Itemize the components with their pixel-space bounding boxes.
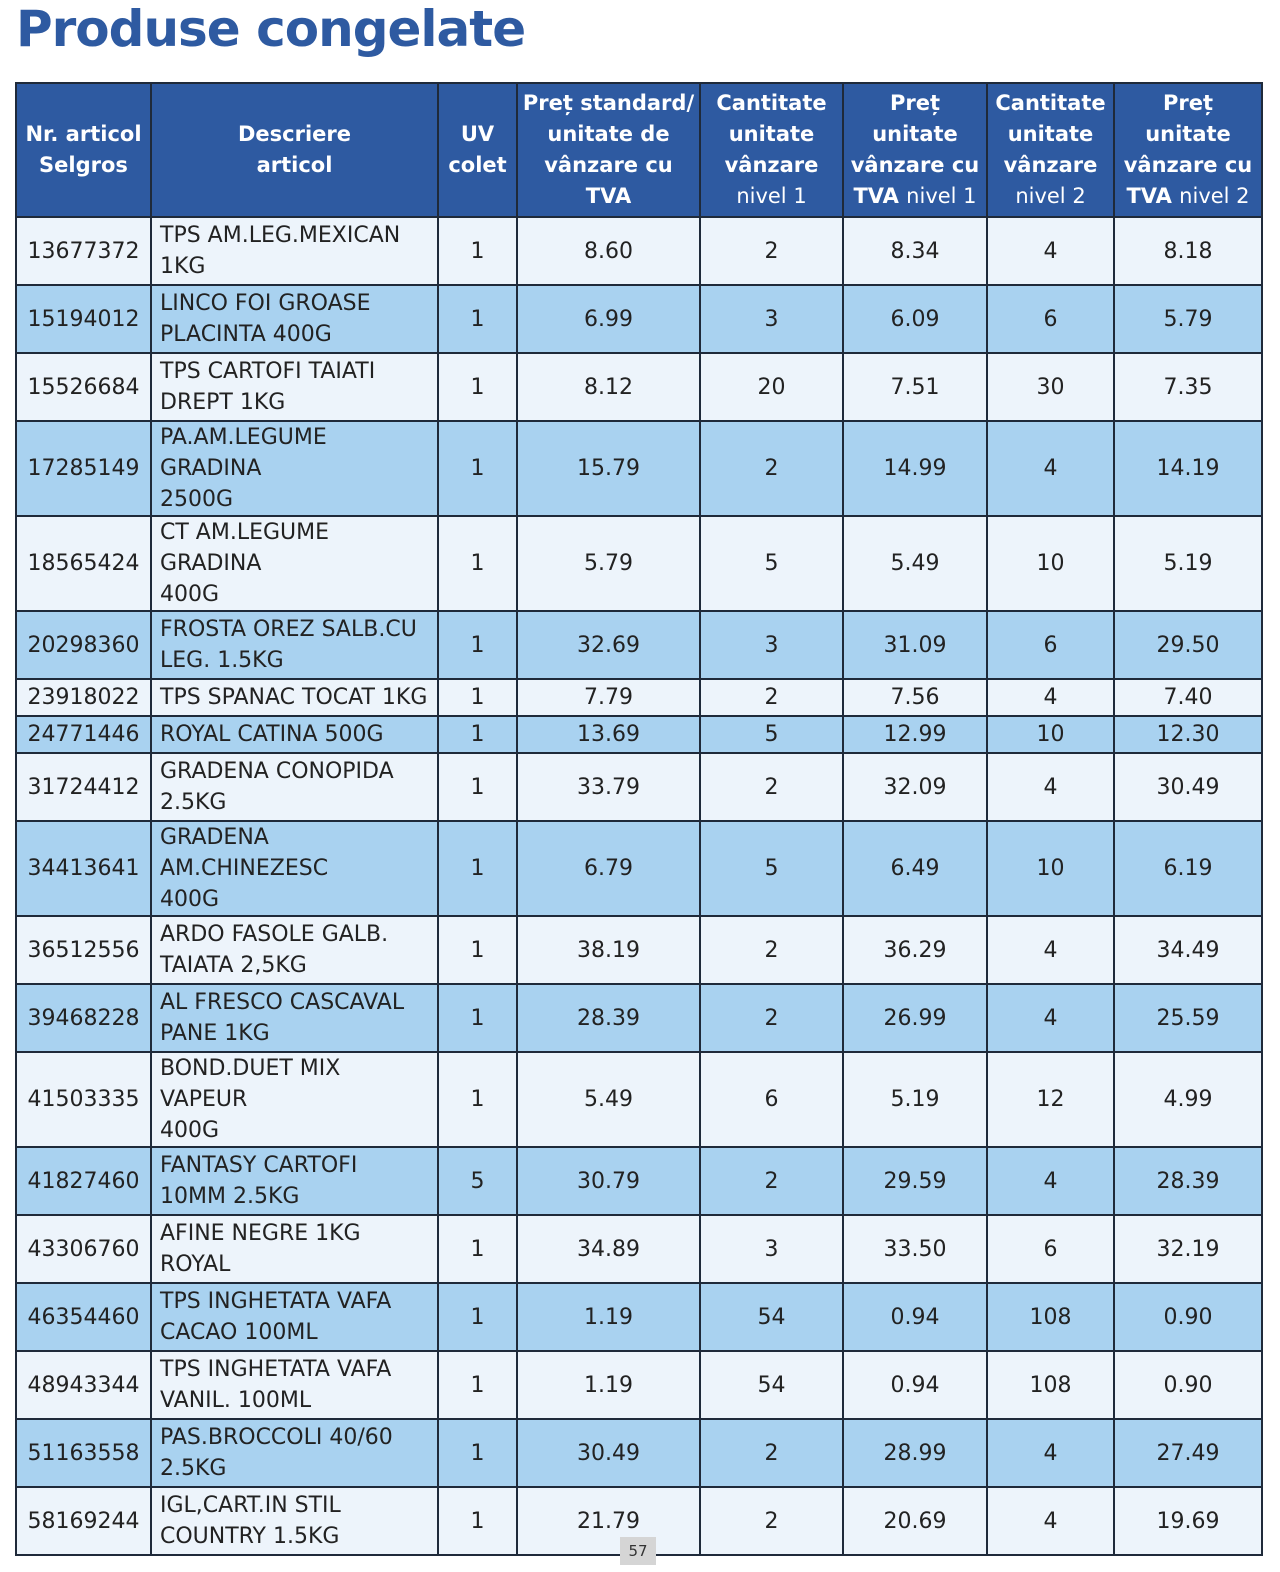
- article-number: 46354460: [16, 1283, 151, 1351]
- quantity-level-2: 4: [987, 217, 1114, 285]
- price-table: [15, 82, 1263, 1556]
- uv-colet: 1: [438, 916, 517, 984]
- uv-colet: 1: [438, 353, 517, 421]
- quantity-level-2: 10: [987, 716, 1114, 753]
- article-number: 43306760: [16, 1215, 151, 1283]
- table-row: [16, 217, 1262, 285]
- quantity-level-2: 10: [987, 516, 1114, 611]
- table-row: [16, 285, 1262, 353]
- uv-colet: 1: [438, 611, 517, 679]
- uv-colet: 1: [438, 716, 517, 753]
- price-level-2: 19.69: [1114, 1487, 1262, 1555]
- uv-colet: 1: [438, 1215, 517, 1283]
- article-description: PAS.BROCCOLI 40/60 2.5KG: [151, 1419, 438, 1487]
- price-level-1: 7.51: [843, 353, 987, 421]
- price-level-2: 12.30: [1114, 716, 1262, 753]
- article-description: TPS INGHETATA VAFA CACAO 100ML: [151, 1283, 438, 1351]
- quantity-level-1: 2: [700, 679, 843, 716]
- uv-colet: 1: [438, 1487, 517, 1555]
- price-level-2: 34.49: [1114, 916, 1262, 984]
- table-row: [16, 916, 1262, 984]
- quantity-level-1: 2: [700, 753, 843, 821]
- quantity-level-2: 6: [987, 611, 1114, 679]
- quantity-level-2: 4: [987, 1147, 1114, 1215]
- quantity-level-2: 4: [987, 753, 1114, 821]
- price-level-1: 6.09: [843, 285, 987, 353]
- quantity-level-2: 4: [987, 679, 1114, 716]
- page-title: Produse congelate: [16, 0, 526, 58]
- price-level-1: 8.34: [843, 217, 987, 285]
- quantity-level-1: 2: [700, 1147, 843, 1215]
- header-cell: Preț unitate vânzare cu TVA nivel 2: [1114, 83, 1262, 217]
- header-cell: UV colet: [438, 83, 517, 217]
- header-cell: Nr. articol Selgros: [16, 83, 151, 217]
- article-number: 15526684: [16, 353, 151, 421]
- price-level-1: 31.09: [843, 611, 987, 679]
- article-number: 51163558: [16, 1419, 151, 1487]
- article-description: ARDO FASOLE GALB. TAIATA 2,5KG: [151, 916, 438, 984]
- article-number: 15194012: [16, 285, 151, 353]
- header-cell: Preț unitate vânzare cu TVA nivel 1: [843, 83, 987, 217]
- article-number: 17285149: [16, 421, 151, 516]
- price-level-1: 5.49: [843, 516, 987, 611]
- standard-price: 6.79: [517, 821, 700, 916]
- standard-price: 6.99: [517, 285, 700, 353]
- article-description: ROYAL CATINA 500G: [151, 716, 438, 753]
- quantity-level-2: 30: [987, 353, 1114, 421]
- standard-price: 8.12: [517, 353, 700, 421]
- uv-colet: 5: [438, 1147, 517, 1215]
- table-row: [16, 753, 1262, 821]
- quantity-level-1: 5: [700, 716, 843, 753]
- price-level-1: 29.59: [843, 1147, 987, 1215]
- table-row: [16, 679, 1262, 716]
- price-level-2: 27.49: [1114, 1419, 1262, 1487]
- quantity-level-1: 2: [700, 1487, 843, 1555]
- price-level-2: 4.99: [1114, 1052, 1262, 1147]
- article-number: 41827460: [16, 1147, 151, 1215]
- standard-price: 1.19: [517, 1351, 700, 1419]
- article-number: 36512556: [16, 916, 151, 984]
- uv-colet: 1: [438, 984, 517, 1052]
- table-row: [16, 716, 1262, 753]
- article-number: 13677372: [16, 217, 151, 285]
- quantity-level-1: 54: [700, 1283, 843, 1351]
- table-row: [16, 1147, 1262, 1215]
- quantity-level-1: 20: [700, 353, 843, 421]
- article-description: BOND.DUET MIX VAPEUR 400G: [151, 1052, 438, 1147]
- quantity-level-2: 4: [987, 1487, 1114, 1555]
- quantity-level-1: 2: [700, 421, 843, 516]
- uv-colet: 1: [438, 217, 517, 285]
- price-level-2: 6.19: [1114, 821, 1262, 916]
- article-description: GRADENA CONOPIDA 2.5KG: [151, 753, 438, 821]
- table-row: [16, 1351, 1262, 1419]
- price-level-1: 12.99: [843, 716, 987, 753]
- price-level-1: 7.56: [843, 679, 987, 716]
- price-level-2: 0.90: [1114, 1351, 1262, 1419]
- quantity-level-2: 108: [987, 1283, 1114, 1351]
- price-level-2: 0.90: [1114, 1283, 1262, 1351]
- table-row: [16, 421, 1262, 516]
- standard-price: 5.79: [517, 516, 700, 611]
- article-description: TPS SPANAC TOCAT 1KG: [151, 679, 438, 716]
- price-level-1: 20.69: [843, 1487, 987, 1555]
- standard-price: 28.39: [517, 984, 700, 1052]
- standard-price: 38.19: [517, 916, 700, 984]
- quantity-level-1: 6: [700, 1052, 843, 1147]
- quantity-level-1: 2: [700, 1419, 843, 1487]
- price-level-1: 5.19: [843, 1052, 987, 1147]
- article-number: 20298360: [16, 611, 151, 679]
- quantity-level-2: 10: [987, 821, 1114, 916]
- article-description: PA.AM.LEGUME GRADINA 2500G: [151, 421, 438, 516]
- standard-price: 30.79: [517, 1147, 700, 1215]
- price-level-1: 14.99: [843, 421, 987, 516]
- quantity-level-2: 108: [987, 1351, 1114, 1419]
- article-number: 24771446: [16, 716, 151, 753]
- article-description: AL FRESCO CASCAVAL PANE 1KG: [151, 984, 438, 1052]
- quantity-level-1: 3: [700, 1215, 843, 1283]
- quantity-level-1: 54: [700, 1351, 843, 1419]
- quantity-level-1: 2: [700, 217, 843, 285]
- uv-colet: 1: [438, 1419, 517, 1487]
- article-description: FANTASY CARTOFI 10MM 2.5KG: [151, 1147, 438, 1215]
- article-number: 34413641: [16, 821, 151, 916]
- price-level-2: 5.79: [1114, 285, 1262, 353]
- standard-price: 34.89: [517, 1215, 700, 1283]
- price-level-2: 28.39: [1114, 1147, 1262, 1215]
- header-cell: Cantitate unitate vânzare nivel 1: [700, 83, 843, 217]
- uv-colet: 1: [438, 1351, 517, 1419]
- price-level-2: 25.59: [1114, 984, 1262, 1052]
- price-level-2: 8.18: [1114, 217, 1262, 285]
- price-level-1: 28.99: [843, 1419, 987, 1487]
- standard-price: 7.79: [517, 679, 700, 716]
- uv-colet: 1: [438, 1052, 517, 1147]
- quantity-level-1: 5: [700, 516, 843, 611]
- price-level-1: 32.09: [843, 753, 987, 821]
- uv-colet: 1: [438, 421, 517, 516]
- standard-price: 32.69: [517, 611, 700, 679]
- header-cell: Preț standard/ unitate de vânzare cu TVA: [517, 83, 700, 217]
- table-row: [16, 1283, 1262, 1351]
- price-level-1: 6.49: [843, 821, 987, 916]
- uv-colet: 1: [438, 753, 517, 821]
- article-description: GRADENA AM.CHINEZESC 400G: [151, 821, 438, 916]
- table-row: [16, 821, 1262, 916]
- header-cell: Descriere articol: [151, 83, 438, 217]
- price-level-2: 7.40: [1114, 679, 1262, 716]
- article-number: 41503335: [16, 1052, 151, 1147]
- uv-colet: 1: [438, 821, 517, 916]
- price-level-2: 29.50: [1114, 611, 1262, 679]
- article-number: 58169244: [16, 1487, 151, 1555]
- standard-price: 15.79: [517, 421, 700, 516]
- table-row: [16, 1215, 1262, 1283]
- quantity-level-1: 3: [700, 285, 843, 353]
- standard-price: 1.19: [517, 1283, 700, 1351]
- price-level-1: 33.50: [843, 1215, 987, 1283]
- quantity-level-2: 12: [987, 1052, 1114, 1147]
- standard-price: 33.79: [517, 753, 700, 821]
- article-number: 23918022: [16, 679, 151, 716]
- article-description: CT AM.LEGUME GRADINA 400G: [151, 516, 438, 611]
- price-level-2: 5.19: [1114, 516, 1262, 611]
- price-level-1: 26.99: [843, 984, 987, 1052]
- article-number: 39468228: [16, 984, 151, 1052]
- quantity-level-1: 2: [700, 916, 843, 984]
- price-level-2: 7.35: [1114, 353, 1262, 421]
- price-level-1: 0.94: [843, 1283, 987, 1351]
- price-level-1: 36.29: [843, 916, 987, 984]
- quantity-level-1: 2: [700, 984, 843, 1052]
- standard-price: 30.49: [517, 1419, 700, 1487]
- price-level-1: 0.94: [843, 1351, 987, 1419]
- article-description: IGL,CART.IN STIL COUNTRY 1.5KG: [151, 1487, 438, 1555]
- article-description: TPS INGHETATA VAFA VANIL. 100ML: [151, 1351, 438, 1419]
- table-header-row: [16, 83, 1262, 217]
- header-cell: Cantitate unitate vânzare nivel 2: [987, 83, 1114, 217]
- standard-price: 8.60: [517, 217, 700, 285]
- uv-colet: 1: [438, 679, 517, 716]
- article-description: LINCO FOI GROASE PLACINTA 400G: [151, 285, 438, 353]
- uv-colet: 1: [438, 1283, 517, 1351]
- quantity-level-2: 6: [987, 1215, 1114, 1283]
- price-level-2: 14.19: [1114, 421, 1262, 516]
- quantity-level-2: 4: [987, 916, 1114, 984]
- article-description: AFINE NEGRE 1KG ROYAL: [151, 1215, 438, 1283]
- quantity-level-2: 4: [987, 421, 1114, 516]
- article-number: 31724412: [16, 753, 151, 821]
- table-row: [16, 516, 1262, 611]
- standard-price: 21.79: [517, 1487, 700, 1555]
- quantity-level-1: 5: [700, 821, 843, 916]
- table-row: [16, 353, 1262, 421]
- standard-price: 5.49: [517, 1052, 700, 1147]
- standard-price: 13.69: [517, 716, 700, 753]
- uv-colet: 1: [438, 285, 517, 353]
- article-number: 18565424: [16, 516, 151, 611]
- quantity-level-1: 3: [700, 611, 843, 679]
- quantity-level-2: 4: [987, 984, 1114, 1052]
- price-level-2: 30.49: [1114, 753, 1262, 821]
- table-row: [16, 1419, 1262, 1487]
- table-row: [16, 984, 1262, 1052]
- table-row: [16, 1052, 1262, 1147]
- article-number: 48943344: [16, 1351, 151, 1419]
- table-row: [16, 611, 1262, 679]
- quantity-level-2: 6: [987, 285, 1114, 353]
- price-level-2: 32.19: [1114, 1215, 1262, 1283]
- uv-colet: 1: [438, 516, 517, 611]
- article-description: TPS CARTOFI TAIATI DREPT 1KG: [151, 353, 438, 421]
- article-description: TPS AM.LEG.MEXICAN 1KG: [151, 217, 438, 285]
- quantity-level-2: 4: [987, 1419, 1114, 1487]
- page-number: 57: [620, 1537, 656, 1565]
- article-description: FROSTA OREZ SALB.CU LEG. 1.5KG: [151, 611, 438, 679]
